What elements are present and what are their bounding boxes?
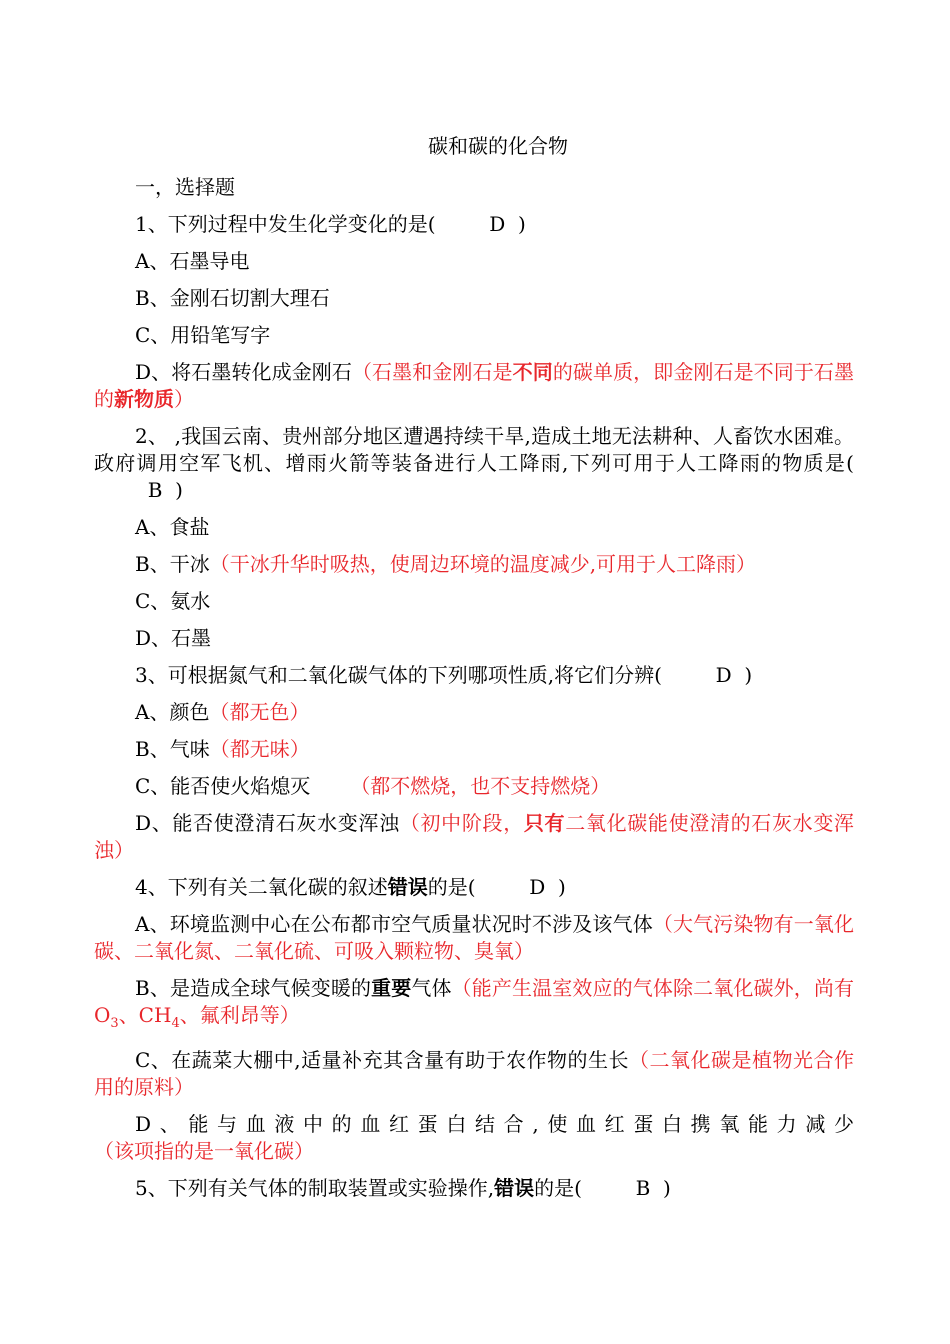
note-text: 、氟利昂等） <box>179 1003 300 1027</box>
question-1-option-c: C、用铅笔写字 <box>135 323 271 347</box>
question-3-option-d <box>94 810 854 864</box>
question-1-option-a: A、石墨导电 <box>135 249 250 273</box>
question-4-stem <box>94 874 854 901</box>
question-3-option-a-text: A、颜色 <box>135 700 210 724</box>
note-text: ） <box>174 387 194 411</box>
question-4-option-d-note: （该项指的是一氧化碳） <box>94 1139 314 1163</box>
question-3-text: 3、可根据氮气和二氧化碳气体的下列哪项性质,将它们分辨( <box>135 663 662 687</box>
question-2-option-b-text: B、干冰 <box>135 552 210 576</box>
question-5-stem <box>94 1175 854 1202</box>
question-4-bold: 错误 <box>387 875 428 899</box>
question-4-text-2: 的是( <box>427 875 476 899</box>
note-bold: 新物质 <box>114 387 174 411</box>
question-2-text: 2、 ,我国云南、贵州部分地区遭遇持续干旱,造成土地无法耕种、人畜饮水困难。政府调用空军飞机、增雨火箭等装备进行人工降雨,下列可用于人工降雨的物质是( <box>94 424 854 475</box>
question-3-stem <box>94 662 854 689</box>
question-3-close: ) <box>744 663 753 687</box>
question-5-text-2: 的是( <box>534 1176 582 1200</box>
section-heading: 一，选择题 <box>135 175 235 199</box>
note-text: 的碳单质，即金刚石是不同于石墨的 <box>94 360 855 411</box>
question-4-option-d <box>94 1111 854 1165</box>
question-1-option-d <box>94 359 854 413</box>
question-4-option-c-text: C、在蔬菜大棚中,适量补充其含量有助于农作物的生长 <box>135 1048 630 1072</box>
question-4-option-b-text-2: 气体 <box>411 976 452 1000</box>
question-5-close: ) <box>663 1176 671 1200</box>
question-2-option-a: A、食盐 <box>135 515 210 539</box>
subscript: 3 <box>110 1016 119 1031</box>
question-2-stem <box>94 423 854 504</box>
question-3-option-c-note: （都不燃烧，也不支持燃烧） <box>350 774 611 798</box>
note-text: （石墨和金刚石是 <box>351 360 513 384</box>
question-2-option-c: C、氨水 <box>135 589 211 613</box>
note-text: 、CH <box>118 1003 172 1027</box>
question-3-option-d-text: D、能否使澄清石灰水变浑浊 <box>135 811 400 835</box>
note-bold: 不同 <box>512 360 553 384</box>
question-4-option-b-bold: 重要 <box>371 976 412 1000</box>
question-4-option-d-text: D、能与血液中的血红蛋白结合,使血红蛋白携氧能力减少 <box>135 1112 854 1136</box>
note-text: 二氧化碳能使澄清的石灰水变浑浊） <box>94 811 855 862</box>
question-1-text: 1、下列过程中发生化学变化的是( <box>135 212 436 236</box>
question-3-option-a <box>94 699 854 726</box>
question-4-answer: D <box>516 875 559 899</box>
question-1-option-b: B、金刚石切割大理石 <box>135 286 330 310</box>
question-3-option-c <box>94 773 854 800</box>
question-5-answer: B <box>622 1176 664 1200</box>
question-1-stem <box>94 211 854 238</box>
question-4-option-c <box>94 1047 854 1101</box>
question-5-text: 5、下列有关气体的制取装置或实验操作, <box>135 1176 495 1200</box>
note-text: （初中阶段， <box>399 811 524 835</box>
question-4-option-b-text: B、是造成全球气候变暖的 <box>135 976 372 1000</box>
note-text: （能产生温室效应的气体除二氧化碳外，尚有O <box>94 976 855 1027</box>
question-3-option-a-note: （都无色） <box>209 700 310 724</box>
question-2-option-d: D、石墨 <box>135 626 212 650</box>
question-3-option-c-text: C、能否使火焰熄灭 <box>135 774 311 798</box>
question-2-close: ) <box>175 478 183 502</box>
question-1-answer: D <box>476 212 518 236</box>
question-4-option-a <box>94 911 854 965</box>
question-3-option-b <box>94 736 854 763</box>
question-2-option-b-note: （干冰升华时吸热，使周边环境的温度减少,可用于人工降雨） <box>209 552 757 576</box>
question-4-option-a-note: （大气污染物有一氧化碳、二氧化氮、二氧化硫、可吸入颗粒物、臭氧） <box>94 912 854 963</box>
document-content <box>94 133 854 1212</box>
question-4-option-a-text: A、环境监测中心在公布都市空气质量状况时不涉及该气体 <box>135 912 653 936</box>
question-3-option-b-note: （都无味） <box>209 737 310 761</box>
question-1-option-d-text: D、将石墨转化成金刚石 <box>135 360 352 384</box>
page-title: 碳和碳的化合物 <box>428 134 568 158</box>
question-5-bold: 错误 <box>494 1176 535 1200</box>
question-3-answer: D <box>702 663 745 687</box>
question-1-close: ) <box>518 212 526 236</box>
question-2-answer: B <box>135 478 176 502</box>
subscript: 4 <box>171 1016 180 1031</box>
question-4-text: 4、下列有关二氧化碳的叙述 <box>135 875 388 899</box>
question-2-option-b <box>94 551 854 578</box>
question-4-close: ) <box>558 875 566 899</box>
question-4-option-b <box>94 975 854 1037</box>
question-4-option-c-note: （二氧化碳是植物光合作用的原料） <box>94 1048 854 1099</box>
question-3-option-b-text: B、气味 <box>135 737 210 761</box>
note-bold: 只有 <box>523 811 566 835</box>
